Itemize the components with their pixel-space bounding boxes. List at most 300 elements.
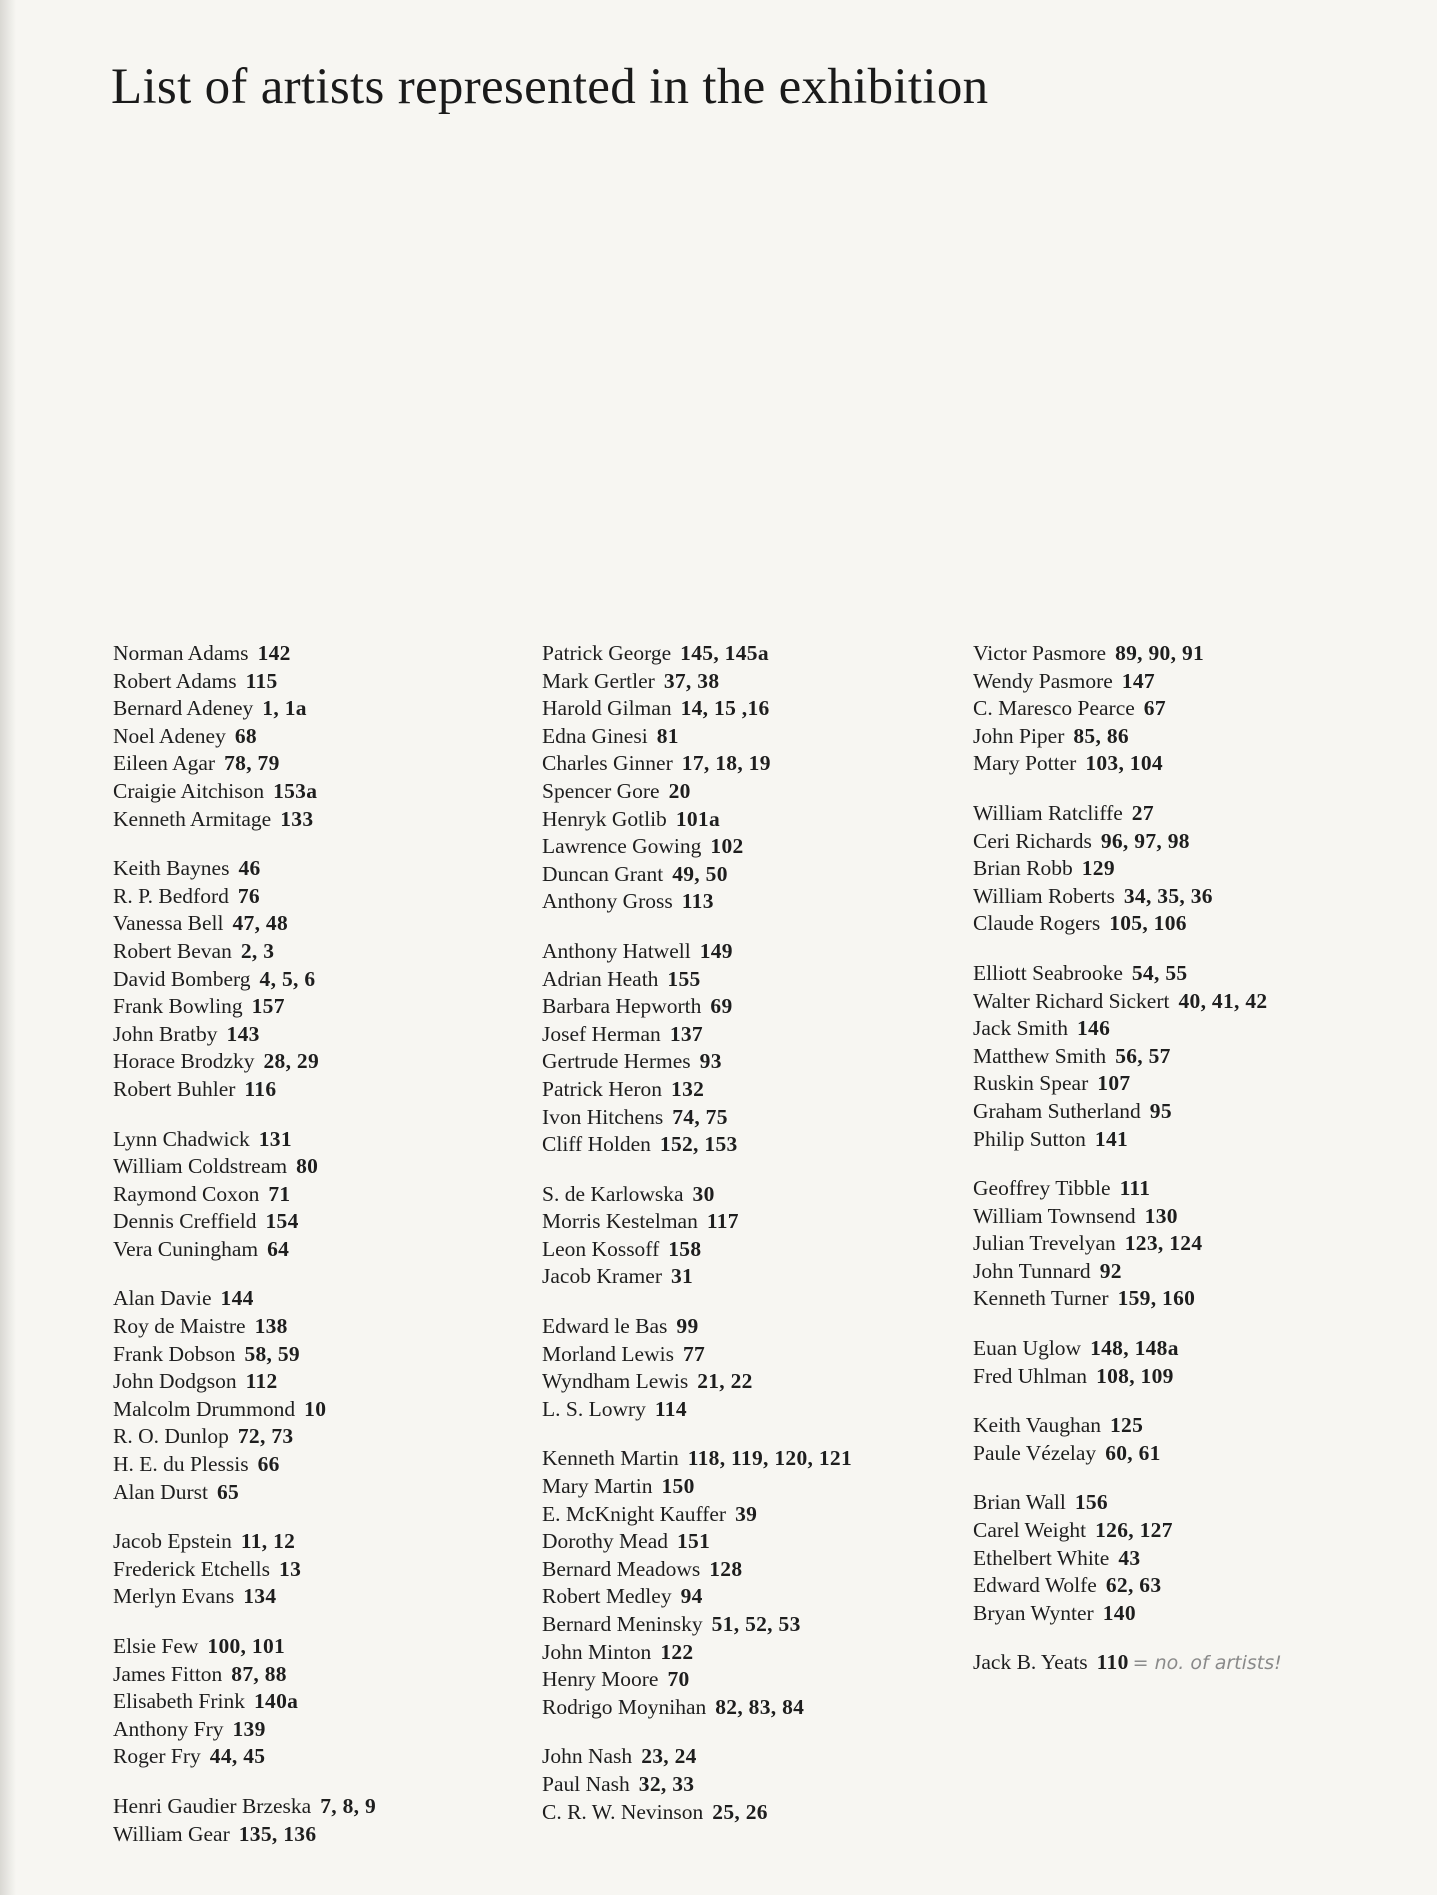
artist-name: Patrick Heron xyxy=(542,1076,663,1101)
catalogue-numbers: 137 xyxy=(669,1021,703,1046)
artist-entry xyxy=(542,778,962,806)
catalogue-numbers: 25, 26 xyxy=(712,1799,768,1824)
artist-name: Raymond Coxon xyxy=(113,1181,260,1206)
artist-entry xyxy=(113,1076,533,1104)
catalogue-numbers: 95 xyxy=(1149,1098,1172,1123)
catalogue-numbers: 158 xyxy=(668,1236,702,1261)
artist-name: Spencer Gore xyxy=(542,778,660,803)
artist-entry xyxy=(542,1694,962,1722)
artist-entry xyxy=(113,1423,533,1451)
catalogue-numbers: 68 xyxy=(234,723,257,748)
artist-name: Elliott Seabrooke xyxy=(973,960,1123,985)
artist-name: Robert Buhler xyxy=(113,1076,236,1101)
artist-name: Cliff Holden xyxy=(542,1132,651,1157)
catalogue-numbers: 62, 63 xyxy=(1105,1573,1162,1598)
artist-name: Robert Medley xyxy=(542,1584,672,1609)
artist-name: Kenneth Armitage xyxy=(113,806,272,831)
catalogue-numbers: 47, 48 xyxy=(232,911,289,936)
artist-entry xyxy=(973,1285,1393,1313)
artist-name: Kenneth Martin xyxy=(542,1446,679,1471)
artist-name: William Roberts xyxy=(973,883,1115,908)
artist-entry xyxy=(973,1126,1393,1154)
artist-name: Euan Uglow xyxy=(973,1336,1082,1361)
artist-name: Paule Vézelay xyxy=(973,1440,1097,1465)
catalogue-numbers: 141 xyxy=(1094,1126,1129,1151)
artist-group xyxy=(973,960,1393,1153)
artist-entry xyxy=(542,1263,962,1291)
handwritten-note: = no. of artists! xyxy=(1132,1652,1282,1675)
artist-entry xyxy=(542,723,962,751)
artist-name: Gertrude Hermes xyxy=(542,1049,691,1074)
artist-entry xyxy=(542,1583,962,1611)
catalogue-numbers: 140 xyxy=(1102,1600,1136,1625)
catalogue-numbers: 150 xyxy=(661,1474,695,1499)
artist-name: Jacob Epstein xyxy=(113,1529,232,1554)
catalogue-numbers: 14, 15 ,16 xyxy=(680,696,770,721)
artist-name: Julian Trevelyan xyxy=(973,1231,1116,1256)
artist-entry xyxy=(542,1368,962,1396)
artist-entry xyxy=(542,1528,962,1556)
artist-name: Noel Adeney xyxy=(113,723,226,748)
artist-name: Ruskin Spear xyxy=(973,1071,1089,1096)
artist-name: Philip Sutton xyxy=(973,1126,1086,1151)
artist-name: Mary Potter xyxy=(973,751,1077,776)
catalogue-numbers: 65 xyxy=(216,1479,240,1504)
catalogue-numbers: 126, 127 xyxy=(1095,1518,1173,1543)
artist-group xyxy=(542,1181,962,1291)
catalogue-numbers: 118, 119, 120, 121 xyxy=(687,1446,853,1471)
artist-group xyxy=(973,1489,1393,1627)
catalogue-numbers: 89, 90, 91 xyxy=(1115,641,1205,665)
artist-entry xyxy=(973,1545,1393,1573)
catalogue-numbers: 151 xyxy=(677,1529,711,1554)
artist-name: Charles Ginner xyxy=(542,751,673,776)
artist-name: R. P. Bedford xyxy=(113,883,229,908)
artist-entry xyxy=(113,723,533,751)
artist-column-3 xyxy=(973,640,1393,1700)
catalogue-numbers: 30 xyxy=(692,1181,715,1206)
artist-entry xyxy=(542,1104,962,1132)
artist-entry xyxy=(973,910,1393,938)
catalogue-numbers: 134 xyxy=(243,1584,277,1609)
catalogue-numbers: 102 xyxy=(710,834,744,859)
catalogue-numbers: 20 xyxy=(668,778,691,803)
catalogue-numbers: 157 xyxy=(251,994,285,1019)
catalogue-numbers: 112 xyxy=(245,1369,278,1394)
artist-group xyxy=(113,1793,533,1848)
catalogue-numbers: 122 xyxy=(660,1639,694,1664)
artist-name: Anthony Fry xyxy=(113,1716,224,1741)
artist-name: Claude Rogers xyxy=(973,911,1101,936)
artist-name: Ivon Hitchens xyxy=(542,1104,664,1129)
catalogue-numbers: 100, 101 xyxy=(207,1634,286,1658)
artist-entry xyxy=(113,1021,533,1049)
catalogue-numbers: 31 xyxy=(670,1264,694,1289)
artist-name: Anthony Gross xyxy=(542,889,673,914)
catalogue-numbers: 11, 12 xyxy=(240,1529,296,1554)
artist-entry xyxy=(542,1666,962,1694)
catalogue-numbers: 111 xyxy=(1119,1176,1151,1201)
catalogue-numbers: 71 xyxy=(268,1181,291,1206)
artist-entry xyxy=(973,1070,1393,1098)
artist-name: S. de Karlowska xyxy=(542,1181,684,1206)
catalogue-numbers: 28, 29 xyxy=(263,1049,320,1074)
catalogue-numbers: 115 xyxy=(245,668,278,693)
artist-entry xyxy=(542,1208,962,1236)
artist-group xyxy=(973,800,1393,938)
artist-entry xyxy=(113,806,533,834)
catalogue-numbers: 156 xyxy=(1074,1490,1108,1515)
artist-entry xyxy=(973,640,1393,668)
artist-entry xyxy=(973,1043,1393,1071)
catalogue-numbers: 4, 5, 6 xyxy=(259,966,316,991)
artist-name: Mark Gertler xyxy=(542,668,655,693)
artist-entry xyxy=(113,778,533,806)
artist-entry xyxy=(113,1396,533,1424)
artist-name: Frederick Etchells xyxy=(113,1556,271,1581)
artist-entry xyxy=(973,828,1393,856)
artist-name: Dorothy Mead xyxy=(542,1529,668,1554)
artist-entry xyxy=(542,1131,962,1159)
artist-entry xyxy=(542,1501,962,1529)
catalogue-numbers: 142 xyxy=(257,641,291,665)
artist-name: Merlyn Evans xyxy=(113,1584,235,1609)
catalogue-numbers: 123, 124 xyxy=(1124,1231,1203,1256)
catalogue-numbers: 49, 50 xyxy=(672,861,728,886)
artist-entry xyxy=(542,861,962,889)
catalogue-numbers: 82, 83, 84 xyxy=(715,1694,805,1719)
artist-name: James Fitton xyxy=(113,1661,223,1686)
artist-entry xyxy=(113,1793,533,1821)
catalogue-numbers: 44, 45 xyxy=(209,1744,266,1769)
artist-entry xyxy=(113,1821,533,1849)
artist-entry xyxy=(973,1572,1393,1600)
artist-name: L. S. Lowry xyxy=(542,1396,646,1421)
catalogue-numbers: 101a xyxy=(675,806,721,831)
artist-name: Vanessa Bell xyxy=(113,911,224,936)
artist-name: Patrick George xyxy=(542,641,672,665)
catalogue-numbers: 93 xyxy=(699,1049,722,1074)
artist-name: Bernard Meninsky xyxy=(542,1612,703,1636)
artist-entry xyxy=(113,1208,533,1236)
catalogue-numbers: 27 xyxy=(1131,800,1154,825)
catalogue-numbers: 152, 153 xyxy=(659,1132,738,1157)
artist-group xyxy=(113,1633,533,1771)
artist-name: Josef Herman xyxy=(542,1021,661,1046)
artist-entry xyxy=(542,1076,962,1104)
artist-entry xyxy=(973,1412,1393,1440)
catalogue-numbers: 154 xyxy=(265,1209,299,1234)
artist-entry xyxy=(542,888,962,916)
artist-entry xyxy=(973,668,1393,696)
catalogue-numbers: 99 xyxy=(676,1314,699,1339)
artist-name: William Gear xyxy=(113,1821,230,1846)
artist-entry xyxy=(113,855,533,883)
catalogue-numbers: 32, 33 xyxy=(638,1771,695,1796)
artist-name: Victor Pasmore xyxy=(973,641,1107,665)
artist-entry xyxy=(542,1236,962,1264)
artist-name: John Nash xyxy=(542,1744,633,1769)
catalogue-numbers: 155 xyxy=(667,966,701,991)
artist-name: Craigie Aitchison xyxy=(113,778,265,803)
artist-name: Henryk Gotlib xyxy=(542,806,667,831)
catalogue-numbers: 58, 59 xyxy=(244,1341,300,1366)
artist-entry xyxy=(113,695,533,723)
catalogue-numbers: 17, 18, 19 xyxy=(681,751,771,776)
artist-group xyxy=(113,1126,533,1264)
catalogue-numbers: 10 xyxy=(304,1396,327,1421)
artist-name: R. O. Dunlop xyxy=(113,1424,229,1449)
artist-entry xyxy=(113,1285,533,1313)
artist-name: Horace Brodzky xyxy=(113,1049,255,1074)
artist-name: Jack Smith xyxy=(973,1016,1068,1041)
artist-entry xyxy=(973,1175,1393,1203)
artist-name: William Ratcliffe xyxy=(973,800,1123,825)
artist-entry xyxy=(113,1126,533,1154)
artist-group xyxy=(542,1743,962,1826)
page-title: List of artists represented in the exhibition xyxy=(111,59,989,115)
catalogue-numbers: 146 xyxy=(1076,1016,1111,1041)
artist-name: Malcolm Drummond xyxy=(113,1396,296,1421)
artist-entry xyxy=(113,1479,533,1507)
artist-name: Robert Adams xyxy=(113,668,237,693)
artist-name: Elisabeth Frink xyxy=(113,1689,245,1714)
artist-entry xyxy=(113,1451,533,1479)
artist-entry xyxy=(113,1341,533,1369)
catalogue-numbers: 37, 38 xyxy=(663,668,720,693)
catalogue-numbers: 116 xyxy=(244,1076,277,1101)
artist-entry xyxy=(542,1473,962,1501)
artist-entry xyxy=(973,1098,1393,1126)
catalogue-numbers: 7, 8, 9 xyxy=(320,1793,377,1818)
catalogue-numbers: 105, 106 xyxy=(1109,911,1187,936)
artist-group xyxy=(542,1313,962,1423)
artist-name: Graham Sutherland xyxy=(973,1098,1141,1123)
catalogue-numbers: 145, 145a xyxy=(680,641,769,665)
artist-name: Anthony Hatwell xyxy=(542,938,691,963)
artist-name: Matthew Smith xyxy=(973,1043,1107,1068)
catalogue-numbers: 128 xyxy=(709,1556,743,1581)
catalogue-numbers: 67 xyxy=(1143,696,1166,721)
artist-entry xyxy=(113,938,533,966)
artist-name: Walter Richard Sickert xyxy=(973,988,1170,1013)
artist-name: Ceri Richards xyxy=(973,828,1092,853)
artist-entry xyxy=(973,723,1393,751)
artist-entry xyxy=(973,1335,1393,1363)
catalogue-numbers: 70 xyxy=(667,1667,690,1692)
artist-entry xyxy=(973,1015,1393,1043)
artist-entry xyxy=(542,1021,962,1049)
artist-column-2 xyxy=(542,640,962,1848)
catalogue-numbers: 51, 52, 53 xyxy=(711,1612,801,1636)
catalogue-numbers: 64 xyxy=(267,1236,290,1261)
artist-group xyxy=(113,640,533,833)
catalogue-numbers: 1, 1a xyxy=(262,696,307,721)
catalogue-numbers: 135, 136 xyxy=(238,1821,317,1846)
artist-entry xyxy=(973,1440,1393,1468)
catalogue-numbers: 39 xyxy=(735,1501,758,1526)
artist-entry xyxy=(113,1181,533,1209)
catalogue-numbers: 125 xyxy=(1109,1413,1144,1438)
artist-entry xyxy=(542,966,962,994)
artist-name: Keith Vaughan xyxy=(973,1413,1101,1438)
artist-name: Eileen Agar xyxy=(113,751,216,776)
artist-entry xyxy=(113,1048,533,1076)
artist-name: David Bomberg xyxy=(113,966,251,991)
catalogue-numbers: 138 xyxy=(254,1314,288,1339)
artist-name: Alan Durst xyxy=(113,1479,208,1504)
catalogue-numbers: 132 xyxy=(671,1076,705,1101)
catalogue-numbers: 148, 148a xyxy=(1090,1336,1179,1361)
artist-entry xyxy=(973,1230,1393,1258)
artist-entry xyxy=(542,1639,962,1667)
artist-entry xyxy=(542,640,962,668)
artist-name: Jacob Kramer xyxy=(542,1264,662,1289)
artist-entry xyxy=(113,1153,533,1181)
artist-name: John Tunnard xyxy=(973,1258,1091,1283)
catalogue-numbers: 143 xyxy=(226,1021,260,1046)
artist-name: Harold Gilman xyxy=(542,696,672,721)
artist-name: Barbara Hepworth xyxy=(542,994,702,1019)
artist-name: Leon Kossoff xyxy=(542,1236,660,1261)
catalogue-numbers: 130 xyxy=(1144,1203,1178,1228)
artist-name: Jack B. Yeats xyxy=(973,1650,1088,1675)
artist-entry xyxy=(542,938,962,966)
artist-name: Dennis Creffield xyxy=(113,1209,257,1234)
artist-entry xyxy=(973,1258,1393,1286)
artist-entry xyxy=(973,695,1393,723)
catalogue-numbers: 153a xyxy=(273,778,318,803)
artist-name: Henry Moore xyxy=(542,1667,659,1692)
artist-name: Henri Gaudier Brzeska xyxy=(113,1793,312,1818)
artist-entry xyxy=(973,855,1393,883)
artist-group xyxy=(542,640,962,916)
artist-entry xyxy=(113,910,533,938)
artist-entry xyxy=(113,883,533,911)
catalogue-numbers: 77 xyxy=(682,1341,706,1366)
artist-group xyxy=(973,640,1393,778)
artist-name: C. Maresco Pearce xyxy=(973,696,1135,721)
artist-group xyxy=(113,1528,533,1611)
artist-entry xyxy=(973,800,1393,828)
catalogue-numbers: 74, 75 xyxy=(672,1104,728,1129)
artist-name: Vera Cuningham xyxy=(113,1236,259,1261)
artist-name: Fred Uhlman xyxy=(973,1363,1088,1388)
catalogue-numbers: 108, 109 xyxy=(1096,1363,1174,1388)
artist-name: Edna Ginesi xyxy=(542,723,648,748)
artist-entry xyxy=(542,1445,962,1473)
artist-name: Wendy Pasmore xyxy=(973,668,1113,693)
artist-name: Kenneth Turner xyxy=(973,1286,1109,1311)
artist-entry xyxy=(973,1489,1393,1517)
catalogue-numbers: 149 xyxy=(699,938,733,963)
artist-entry xyxy=(113,1236,533,1264)
catalogue-numbers: 103, 104 xyxy=(1085,751,1163,776)
catalogue-numbers: 2, 3 xyxy=(240,938,275,963)
catalogue-numbers: 129 xyxy=(1081,856,1115,881)
artist-column-1 xyxy=(113,640,533,1870)
artist-name: Brian Wall xyxy=(973,1490,1066,1515)
artist-name: Duncan Grant xyxy=(542,861,664,886)
artist-group xyxy=(973,1175,1393,1313)
artist-entry xyxy=(113,1528,533,1556)
artist-name: C. R. W. Nevinson xyxy=(542,1799,704,1824)
artist-entry xyxy=(542,1556,962,1584)
catalogue-numbers: 56, 57 xyxy=(1115,1043,1171,1068)
artist-name: Alan Davie xyxy=(113,1286,212,1311)
artist-entry xyxy=(973,1203,1393,1231)
artist-group xyxy=(542,938,962,1159)
artist-name: Bernard Meadows xyxy=(542,1556,701,1581)
catalogue-numbers: 78, 79 xyxy=(224,751,280,776)
artist-name: Roy de Maistre xyxy=(113,1314,246,1339)
artist-name: Roger Fry xyxy=(113,1744,201,1769)
artist-group xyxy=(973,1335,1393,1390)
artist-name: Paul Nash xyxy=(542,1771,630,1796)
catalogue-numbers: 69 xyxy=(710,994,733,1019)
artist-group xyxy=(113,855,533,1103)
artist-entry xyxy=(542,668,962,696)
artist-name: John Piper xyxy=(973,723,1065,748)
catalogue-numbers: 140a xyxy=(253,1689,299,1714)
artist-entry xyxy=(542,806,962,834)
artist-name: Geoffrey Tibble xyxy=(973,1176,1111,1201)
artist-group xyxy=(973,1412,1393,1467)
artist-entry xyxy=(542,1396,962,1424)
artist-name: Bernard Adeney xyxy=(113,696,254,721)
catalogue-numbers: 114 xyxy=(654,1396,687,1421)
catalogue-numbers: 110 xyxy=(1096,1650,1129,1675)
artist-entry xyxy=(113,966,533,994)
artist-entry xyxy=(973,1363,1393,1391)
artist-entry xyxy=(113,1633,533,1661)
catalogue-numbers: 94 xyxy=(680,1584,703,1609)
artist-entry xyxy=(542,1313,962,1341)
artist-entry xyxy=(113,1556,533,1584)
artist-entry xyxy=(113,640,533,668)
artist-name: Mary Martin xyxy=(542,1474,653,1499)
artist-name: Elsie Few xyxy=(113,1634,199,1658)
artist-name: Norman Adams xyxy=(113,641,249,665)
catalogue-numbers: 81 xyxy=(656,723,679,748)
catalogue-numbers: 139 xyxy=(232,1716,266,1741)
catalogue-numbers: 80 xyxy=(296,1154,319,1179)
catalogue-numbers: 46 xyxy=(238,856,261,881)
artist-entry xyxy=(542,993,962,1021)
artist-name: Adrian Heath xyxy=(542,966,659,991)
catalogue-numbers: 13 xyxy=(279,1556,302,1581)
artist-entry xyxy=(113,1716,533,1744)
catalogue-numbers: 133 xyxy=(280,806,314,831)
catalogue-numbers: 60, 61 xyxy=(1105,1440,1161,1465)
artist-name: Frank Dobson xyxy=(113,1341,236,1366)
artist-entry xyxy=(113,1583,533,1611)
catalogue-numbers: 131 xyxy=(258,1126,292,1151)
artist-name: Morris Kestelman xyxy=(542,1209,698,1234)
catalogue-numbers: 34, 35, 36 xyxy=(1123,883,1213,908)
page-binding-edge xyxy=(0,0,16,1895)
catalogue-numbers: 107 xyxy=(1097,1071,1131,1096)
catalogue-numbers: 40, 41, 42 xyxy=(1178,988,1268,1013)
artist-name: Lynn Chadwick xyxy=(113,1126,250,1151)
catalogue-numbers: 76 xyxy=(237,883,260,908)
artist-name: John Bratby xyxy=(113,1021,218,1046)
artist-entry xyxy=(113,750,533,778)
artist-entry xyxy=(542,1799,962,1827)
artist-name: William Townsend xyxy=(973,1203,1136,1228)
catalogue-numbers: 23, 24 xyxy=(641,1744,697,1769)
artist-name: Robert Bevan xyxy=(113,938,232,963)
